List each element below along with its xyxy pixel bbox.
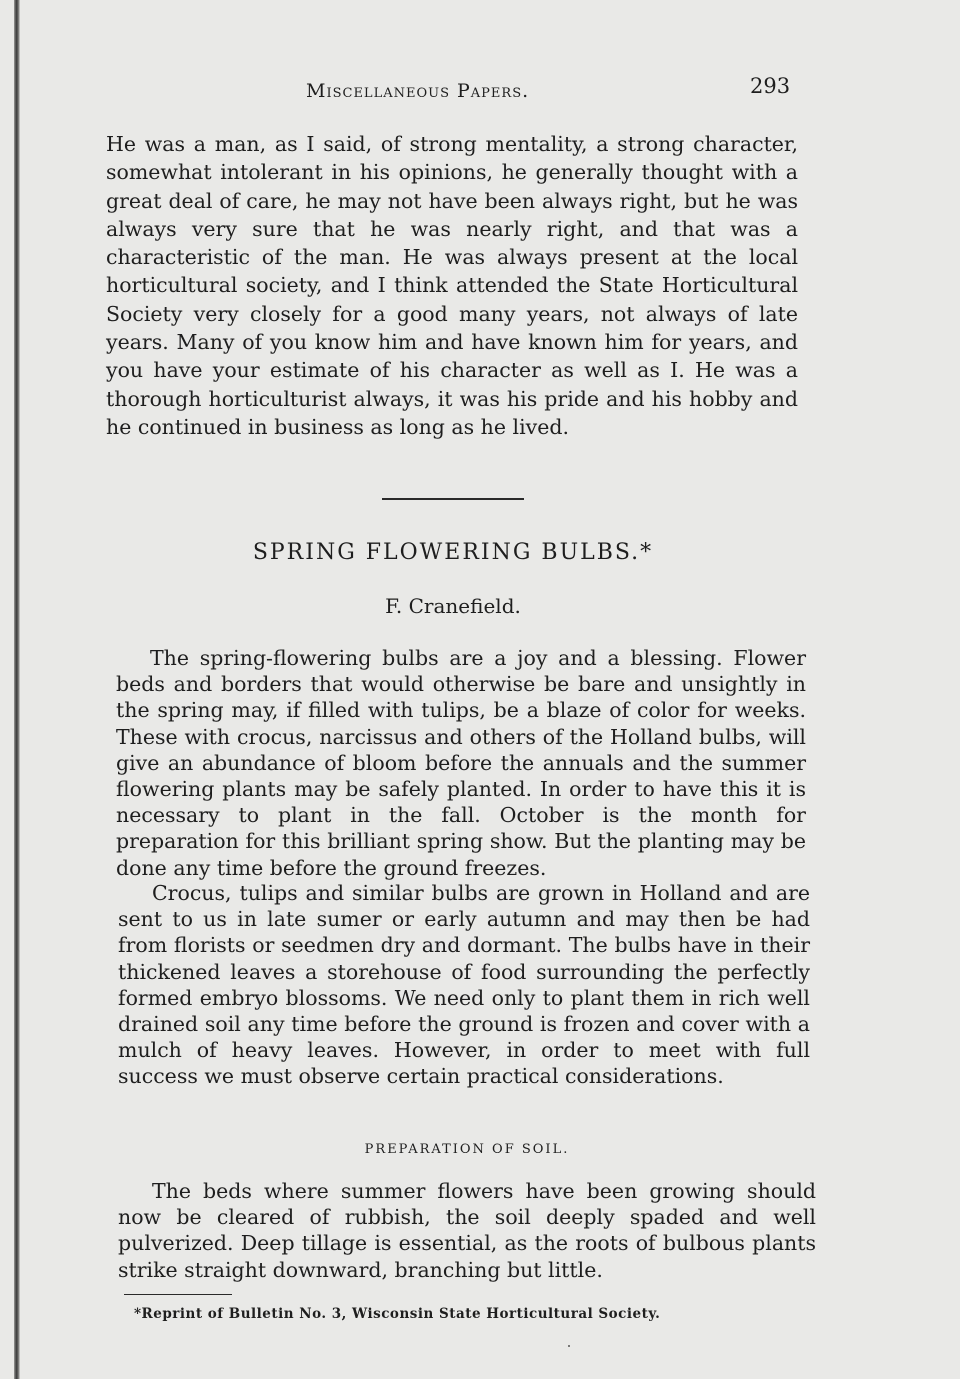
footnote-divider [124,1294,232,1295]
article-paragraph: The spring-flowering bulbs are a joy and a blessing. Flower beds and borders that would otherwise be bare and unsightly in the spring may, if filled with tulips, be a blaze of color for weeks. These with crocus, narcissus and others of the Holland bulbs, will give an abundance of bloom before the annuals and the summer flowering plants may be safely planted. In order to have this it is necessary to plant in the fall. October is the month for preparation for this brilliant spring show. But the planting may be done any time before the ground freezes. [116,646,806,880]
article-title: SPRING FLOWERING BULBS.* [252,540,654,565]
running-head-title: Miscellaneous Papers. [306,80,530,102]
article-paragraph: Crocus, tulips and similar bulbs are grown in Holland and are sent to us in late sumer or early autumn and may then be had from florists or seedmen dry and dormant. The bulbs have in their thickened leaves a storehouse of food surrounding the perfectly formed embryo blossoms. We need only to plant them in rich well drained soil any time before the ground is frozen and cover with a mulch of heavy leaves. However, in order to meet with full success we must observe certain practical considerations. [118,881,810,1089]
footnote: *Reprint of Bulletin No. 3, Wisconsin State Horticultural Society. [134,1306,661,1322]
page-number: 293 [750,74,791,98]
soil-paragraph: The beds where summer flowers have been growing should now be cleared of rubbish, the soil deeply spaded and well pulverized. Deep tillage is essential, as the roots of bulbous plants strike straight downward, branching but little. [118,1179,816,1282]
obituary-paragraph: He was a man, as I said, of strong mentality, a strong character, somewhat intolerant in his opinions, he generally thought with a great deal of care, he may not have been always right, but he was always very sure that he was nearly right, and that was a characteristic of the man. He was always present at the local horticultural society, and I think attended the State Horticultural Society very closely for a good many years, not always of late years. Many of you know him and have known him for years, and you have your estimate of his character as well as I. He was a thorough horticulturist always, it was his pride and his hobby and he continued in business as long as he lived. [106,132,798,439]
section-heading: PREPARATION OF SOIL. [364,1142,570,1157]
section-divider [382,498,524,500]
article-author: F. Cranefield. [385,594,521,618]
paper-speck [568,1345,570,1347]
